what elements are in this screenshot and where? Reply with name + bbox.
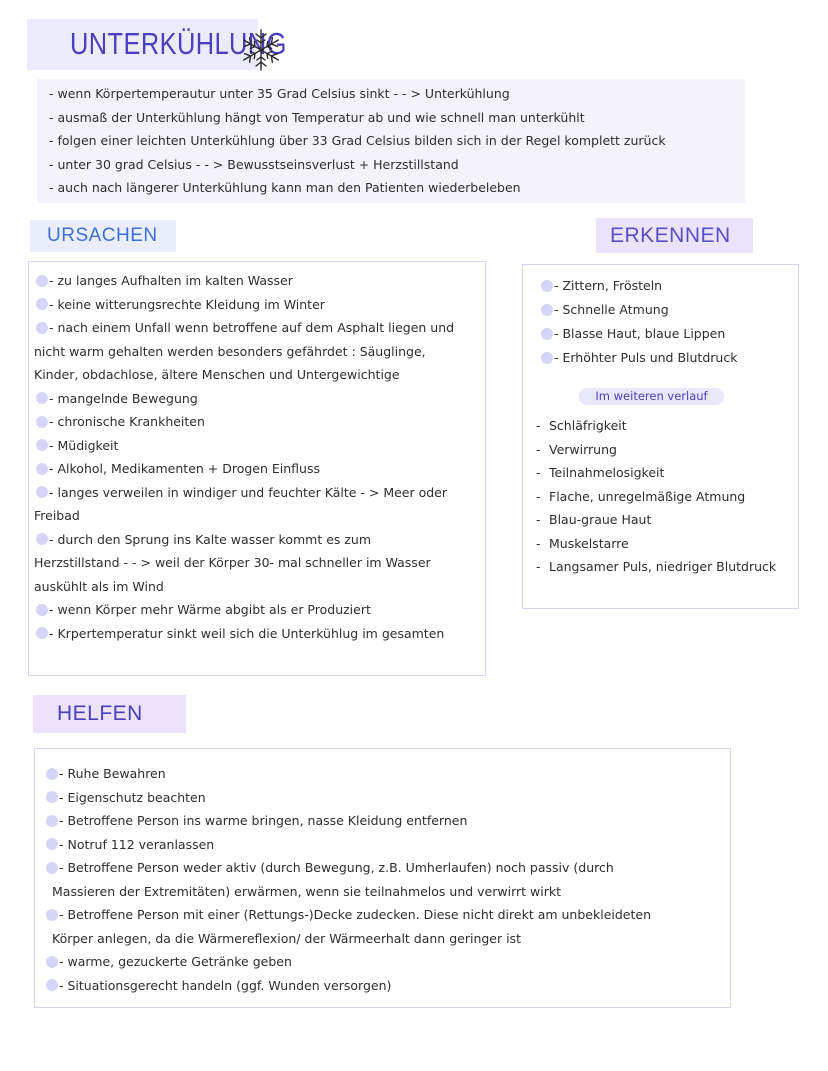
intro-line: - auch nach längerer Unterkühlung kann man den Patienten wiederbeleben [49,180,521,195]
intro-line: - folgen einer leichten Unterkühlung über 33 Grad Celsius bilden sich in der Regel komplett zurück [49,133,666,148]
erkennen-sub-heading: Im weiteren verlauf [579,388,724,405]
erkennen-heading: ERKENNEN [596,218,753,253]
ursachen-list [36,269,454,645]
snowflake-icon [238,27,284,73]
helfen-line: - Ruhe Bewahren [46,762,651,786]
erkennen-later-item: - Blau-graue Haut [536,508,776,532]
erkennen-later-list [536,414,776,579]
erkennen-item: - Blasse Haut, blaue Lippen [541,322,737,346]
ursachen-line: - Müdigkeit [36,434,454,458]
intro-line: - wenn Körpertemperautur unter 35 Grad Celsius sinkt - - > Unterkühlung [49,86,510,101]
ursachen-heading: URSACHEN [30,220,176,252]
ursachen-line: Kinder, obdachlose, ältere Menschen und Untergewichtige [34,367,400,382]
erkennen-item: - Erhöhter Puls und Blutdruck [541,346,737,370]
erkennen-item: - Schnelle Atmung [541,298,737,322]
erkennen-later-item: - Muskelstarre [536,532,776,556]
ursachen-line: - durch den Sprung ins Kalte wasser kommt es zum [36,528,454,552]
intro-line: - ausmaß der Unterkühlung hängt von Temperatur ab und wie schnell man unterkühlt [49,109,585,125]
helfen-line: Massieren der Extremitäten) erwärmen, wenn sie teilnahmelos und verwirrt wirkt [52,883,561,899]
ursachen-line: - zu langes Aufhalten im kalten Wasser [36,269,454,293]
helfen-list [46,762,651,997]
intro-list [49,82,666,200]
intro-line: - unter 30 grad Celsius - - > Bewusstseinsverlust + Herzstillstand [49,156,459,172]
ursachen-line: - mangelnde Bewegung [36,387,454,411]
helfen-heading: HELFEN [33,695,186,733]
ursachen-line: auskühlt als im Wind [34,578,164,594]
helfen-line: - warme, gezuckerte Getränke geben [46,950,651,974]
helfen-line: - Notruf 112 veranlassen [46,833,651,857]
erkennen-list [541,274,737,370]
ursachen-line: Herzstillstand - - > weil der Körper 30- mal schneller im Wasser [34,555,431,570]
erkennen-later-item: - Langsamer Puls, niedriger Blutdruck [536,555,776,579]
ursachen-line: - wenn Körper mehr Wärme abgibt als er Produziert [36,598,454,622]
helfen-line: - Betroffene Person mit einer (Rettungs-)Decke zudecken. Diese nicht direkt am unbekleideten [46,903,651,927]
ursachen-line: - langes verweilen in windiger und feuchter Kälte - > Meer oder [36,481,454,505]
erkennen-later-item: - Verwirrung [536,438,776,462]
erkennen-item: - Zittern, Frösteln [541,274,737,298]
helfen-line: - Situationsgerecht handeln (ggf. Wunden versorgen) [46,974,651,998]
ursachen-line: nicht warm gehalten werden besonders gefährdet : Säuglinge, [34,343,426,359]
ursachen-line: - nach einem Unfall wenn betroffene auf dem Asphalt liegen und [36,316,454,340]
erkennen-later-item: - Flache, unregelmäßige Atmung [536,485,776,509]
ursachen-line: - chronische Krankheiten [36,410,454,434]
helfen-line: - Betroffene Person weder aktiv (durch Bewegung, z.B. Umherlaufen) noch passiv (durch [46,856,651,880]
erkennen-later-item: - Schläfrigkeit [536,414,776,438]
erkennen-later-item: - Teilnahmelosigkeit [536,461,776,485]
ursachen-line: - keine witterungsrechte Kleidung im Winter [36,293,454,317]
ursachen-line: - Krpertemperatur sinkt weil sich die Unterkühlug im gesamten [36,622,454,646]
page-title: UNTERKÜHLUNG [70,26,287,61]
helfen-line: - Eigenschutz beachten [46,786,651,810]
helfen-line: Körper anlegen, da die Wärmereflexion/ der Wärmeerhalt dann geringer ist [52,930,521,946]
ursachen-line: Freibad [34,508,80,523]
helfen-line: - Betroffene Person ins warme bringen, nasse Kleidung entfernen [46,809,651,833]
ursachen-line: - Alkohol, Medikamenten + Drogen Einfluss [36,457,454,481]
